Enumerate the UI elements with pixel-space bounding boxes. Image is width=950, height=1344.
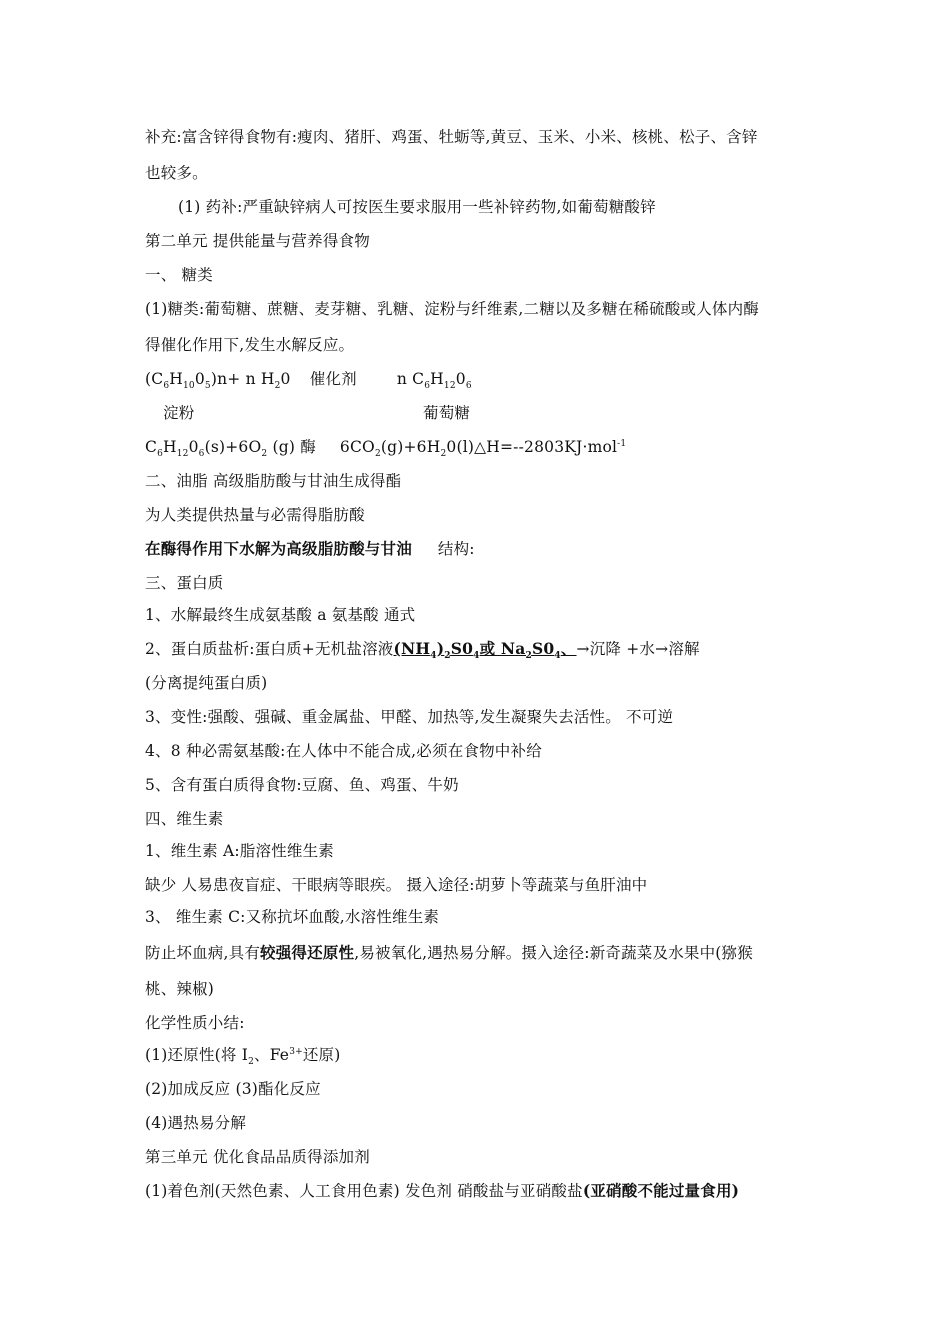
text-line: 1、维生素 A:脂溶性维生素 bbox=[145, 842, 335, 860]
subsection-heading: 三、蛋白质 bbox=[145, 574, 224, 592]
bold-text: (亚硝酸不能过量食用) bbox=[582, 1181, 740, 1200]
text-line: 3、 维生素 C:又称抗坏血酸,水溶性维生素 bbox=[145, 908, 440, 926]
equation-hydrolysis: $(C_6H_{10}0_5)n+ n$ $H_20$ 催化剂 n $C_6H_{12}0_6$ bbox=[145, 370, 472, 392]
label-glucose: 葡萄糖 bbox=[423, 404, 471, 422]
subsection-heading: 一、 糖类 bbox=[145, 266, 213, 284]
text-line: 4、8 种必需氨基酸:在人体中不能合成,必须在食物中补给 bbox=[145, 742, 542, 760]
text-line: 1、水解最终生成氨基酸 a 氨基酸 通式 bbox=[145, 606, 416, 624]
equation-oxidation: $C_6H_{12}0_6(s)+6O_2$ (g) 酶 $6CO_2(g)+6H_20(l)\triangle H=--2803KJ\cdot mol^{-1}$ bbox=[145, 438, 627, 460]
text-line: (1)还原性(将 $I_2$、$Fe^{3+}$还原) bbox=[145, 1046, 341, 1068]
section-heading: 第三单元 优化食品品质得添加剂 bbox=[145, 1148, 370, 1166]
text-line: (2)加成反应 (3)酯化反应 bbox=[145, 1080, 321, 1098]
text-line: (1)着色剂(天然色素、人工食用色素) 发色剂 硝酸盐与亚硝酸盐(亚硝酸不能过量食用) bbox=[145, 1181, 740, 1200]
bold-text: 在酶得作用下水解为高级脂肪酸与甘油 bbox=[145, 539, 412, 558]
text-line: 得催化作用下,发生水解反应。 bbox=[145, 336, 355, 354]
text-line: 桃、辣椒) bbox=[145, 980, 215, 998]
subsection-heading: 四、维生素 bbox=[145, 810, 224, 828]
bold-text: 较强得还原性 bbox=[260, 943, 355, 962]
subsection-heading: 二、油脂 高级脂肪酸与甘油生成得酯 bbox=[145, 472, 402, 490]
label-starch: 淀粉 bbox=[163, 404, 195, 422]
text-line: 防止坏血病,具有较强得还原性,易被氧化,遇热易分解。摄入途径:新奇蔬菜及水果中(猕猴 bbox=[145, 943, 753, 962]
text-line-salting-out: 2、蛋白质盐析:蛋白质+无机盐溶液$(NH_4)_2S0_4$或 $Na_2S0_4$、→沉降 +水→溶解 bbox=[145, 639, 700, 662]
text-line: 在酶得作用下水解为高级脂肪酸与甘油 结构: bbox=[145, 539, 475, 558]
text-line: 缺少 人易患夜盲症、干眼病等眼疾。 摄入途径:胡萝卜等蔬菜与鱼肝油中 bbox=[145, 876, 648, 894]
text-line: 化学性质小结: bbox=[145, 1014, 245, 1032]
text-line: 5、含有蛋白质得食物:豆腐、鱼、鸡蛋、牛奶 bbox=[145, 776, 459, 794]
text-line: 3、变性:强酸、强碱、重金属盐、甲醛、加热等,发生凝聚失去活性。 不可逆 bbox=[145, 708, 674, 726]
underlined-formula: $(NH_4)_2S0_4$或 $Na_2S0_4$、 bbox=[393, 639, 577, 662]
text-line: 为人类提供热量与必需得脂肪酸 bbox=[145, 506, 365, 524]
text-line: (1) 药补:严重缺锌病人可按医生要求服用一些补锌药物,如葡萄糖酸锌 bbox=[178, 198, 656, 216]
section-heading: 第二单元 提供能量与营养得食物 bbox=[145, 232, 370, 250]
text-line: (1)糖类:葡萄糖、蔗糖、麦芽糖、乳糖、淀粉与纤维素,二糖以及多糖在稀硫酸或人体内酶 bbox=[145, 300, 760, 318]
text-line: (分离提纯蛋白质) bbox=[145, 674, 268, 692]
text-line: 补充:富含锌得食物有:瘦肉、猪肝、鸡蛋、牡蛎等,黄豆、玉米、小米、核桃、松子、含锌 bbox=[145, 128, 758, 146]
text-line: (4)遇热易分解 bbox=[145, 1114, 247, 1132]
text-line: 也较多。 bbox=[145, 164, 208, 182]
